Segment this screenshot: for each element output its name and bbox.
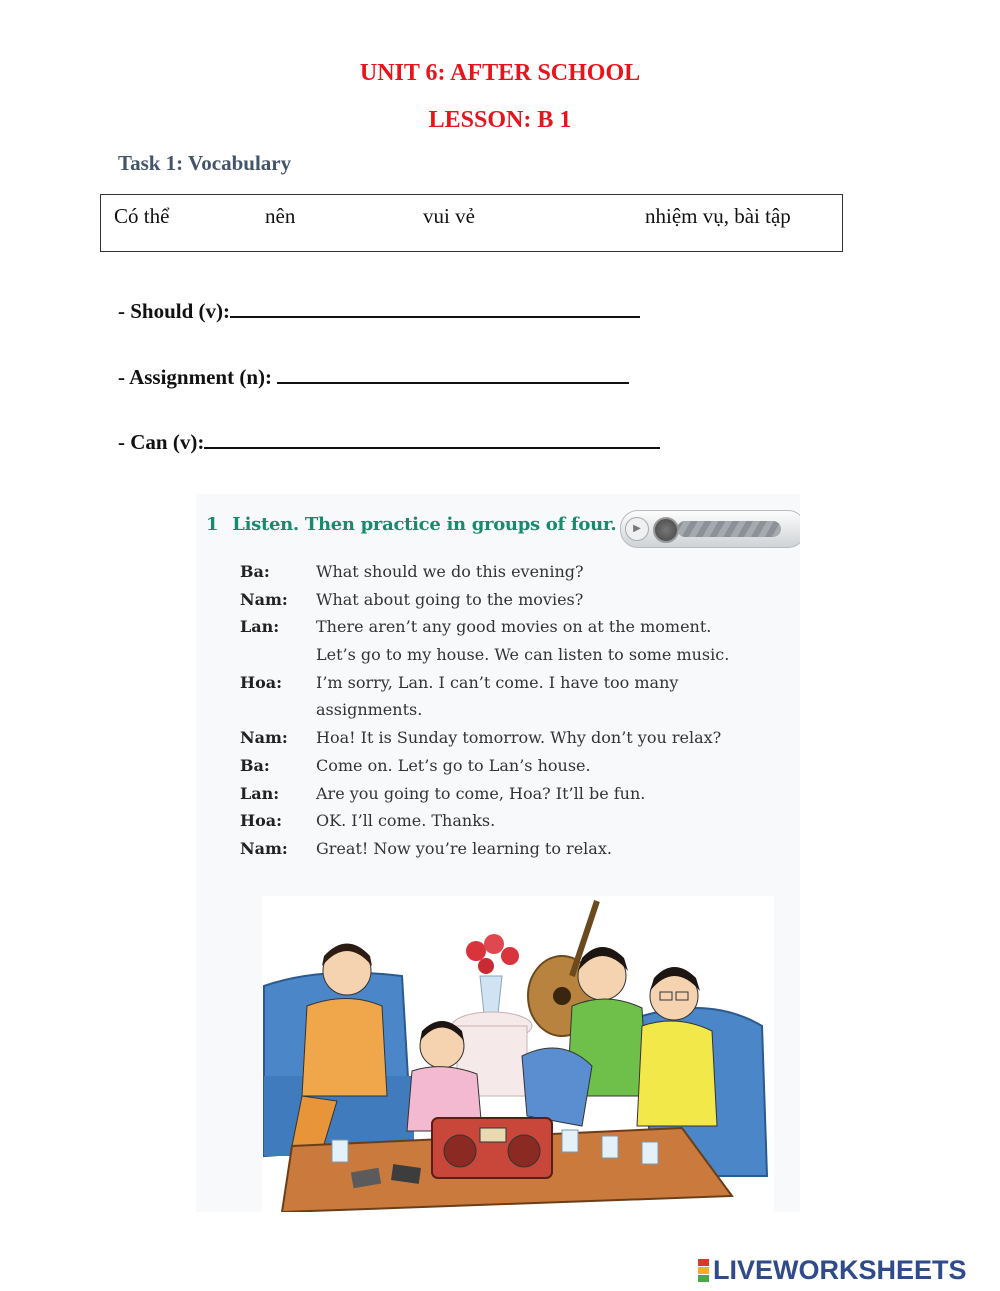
audio-player[interactable] xyxy=(620,510,800,548)
lesson-title: LESSON: B 1 xyxy=(428,107,572,133)
exercise-number: 1 xyxy=(206,514,219,535)
utterance: I’m sorry, Lan. I can’t come. I have too many xyxy=(316,672,679,692)
unit-title: UNIT 6: AFTER SCHOOL xyxy=(359,60,641,86)
liveworksheets-logo-icon xyxy=(698,1259,709,1282)
speaker: Nam: xyxy=(240,838,288,858)
utterance: OK. I’ll come. Thanks. xyxy=(316,811,496,831)
play-icon[interactable]: ▶ xyxy=(625,517,649,541)
utterance: assignments. xyxy=(316,700,423,720)
question-label: - Can (v): xyxy=(118,430,205,454)
speaker: Hoa: xyxy=(240,672,283,692)
utterance: Let’s go to my house. We can listen to some music. xyxy=(316,645,730,665)
exercise-instruction: Listen. Then practice in groups of four. xyxy=(232,514,617,535)
friends-living-room-illustration xyxy=(262,896,774,1212)
speaker: Lan: xyxy=(240,783,280,803)
speaker: Ba: xyxy=(240,562,270,581)
exercise-heading xyxy=(206,514,616,535)
task-title: Task 1: Vocabulary xyxy=(118,151,292,175)
utterance: What about going to the movies? xyxy=(316,589,584,609)
vocab-word[interactable]: nhiệm vụ, bài tập xyxy=(645,204,791,228)
audio-seek-handle[interactable] xyxy=(653,517,679,543)
speaker: Hoa: xyxy=(240,811,283,831)
answer-blank-assignment[interactable] xyxy=(277,364,629,384)
utterance: Are you going to come, Hoa? It’ll be fun. xyxy=(316,783,646,803)
question-assignment xyxy=(118,364,629,390)
speaker: Ba: xyxy=(240,755,270,775)
utterance: There aren’t any good movies on at the moment. xyxy=(316,617,712,637)
vocab-word[interactable]: Có thể xyxy=(114,204,170,228)
question-can xyxy=(118,429,660,455)
question-should xyxy=(118,298,640,324)
audio-progress-track[interactable] xyxy=(677,521,781,537)
liveworksheets-footer xyxy=(698,1255,967,1286)
question-label: - Assignment (n): xyxy=(118,365,278,389)
question-label: - Should (v): xyxy=(118,299,231,323)
vocabulary-word-bank xyxy=(100,194,843,252)
vocab-word[interactable]: nên xyxy=(265,204,296,228)
answer-blank-can[interactable] xyxy=(204,429,660,449)
utterance: Hoa! It is Sunday tomorrow. Why don’t you relax? xyxy=(316,728,722,748)
textbook-excerpt xyxy=(196,494,800,1212)
speaker: Nam: xyxy=(240,589,288,609)
utterance: Great! Now you’re learning to relax. xyxy=(316,838,612,858)
utterance: Come on. Let’s go to Lan’s house. xyxy=(316,755,591,775)
vocab-word[interactable]: vui vẻ xyxy=(423,204,475,228)
speaker: Lan: xyxy=(240,617,280,637)
liveworksheets-brand: LIVEWORKSHEETS xyxy=(713,1255,967,1285)
speaker: Nam: xyxy=(240,728,288,748)
utterance: What should we do this evening? xyxy=(316,562,584,581)
answer-blank-should[interactable] xyxy=(230,298,640,318)
